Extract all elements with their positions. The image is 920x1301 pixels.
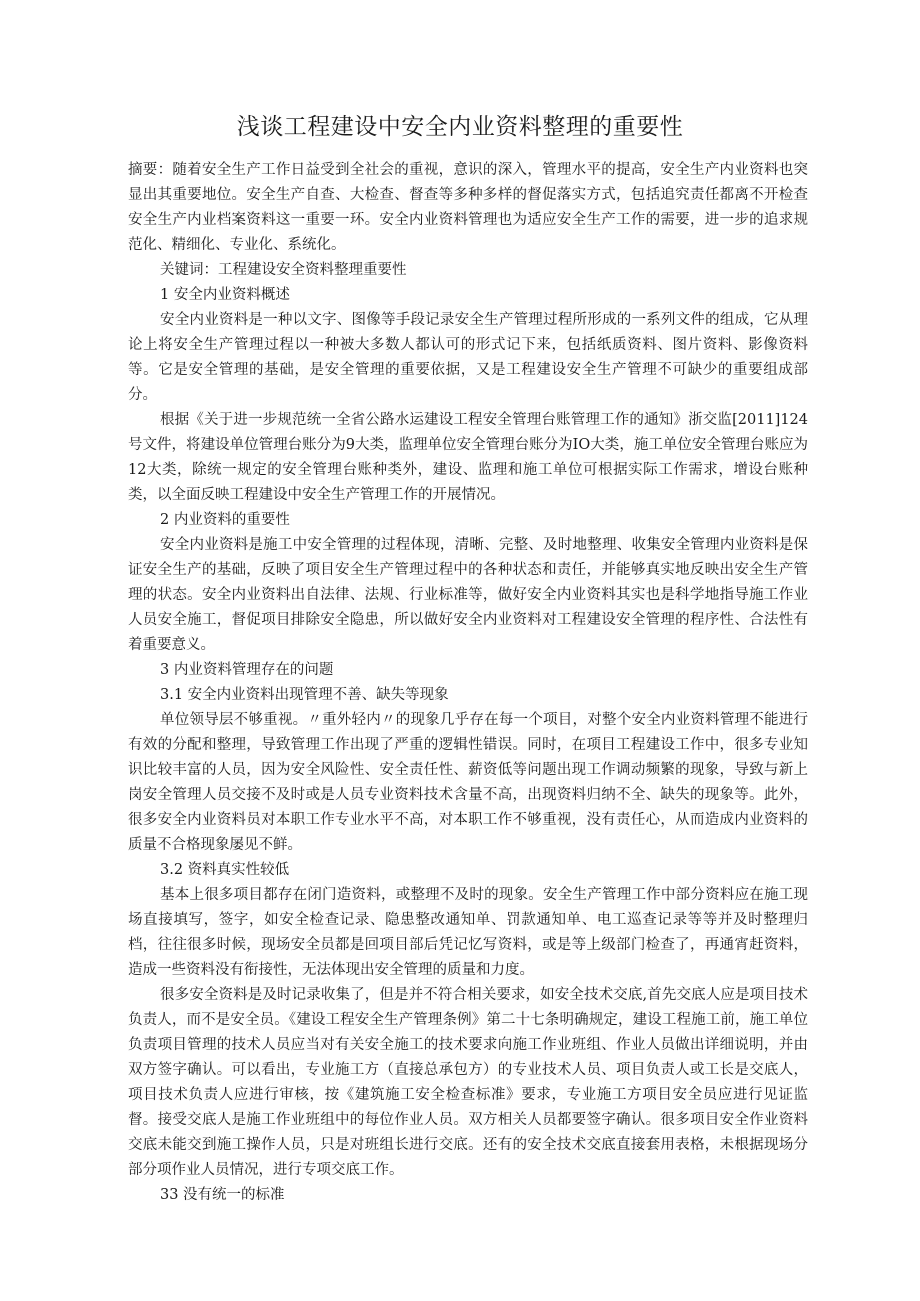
document-body [128, 158, 808, 1208]
section-3-1-paragraph-1: 单位领导层不够重视。〃重外轻内〃的现象几乎存在每一个项目，对整个安全内业资料管理不能进行有效的分配和整理，导致管理工作出现了严重的逻辑性错误。同时，在项目工程建设工作中，很多专业知识比较丰富的人员，因为安全风险性、安全责任性、薪资低等问题出现工作调动频繁的现象，导致与新上岗安全管理人员交接不及时或是人员专业资料技术含量不高，出现资料归纳不全、缺失的现象等。此外，很多安全内业资料员对本职工作专业水平不高，对本职工作不够重视，没有责任心，从而造成内业资料的质量不合格现象屡见不鲜。 [128, 712, 808, 853]
section-1-paragraph-2: 根据《关于进一步规范统一全省公路水运建设工程安全管理台账管理工作的通知》浙交监[2011]124号文件，将建设单位管理台账分为9大类，监理单位安全管理台账分为IO大类，施工单位安全管理台账应为12大类，除统一规定的安全管理台账种类外，建设、监理和施工单位可根据实际工作需求，增设台账种类，以全面反映工程建设中安全生产管理工作的开展情况。 [128, 412, 808, 503]
section-1-paragraph-1: 安全内业资料是一种以文字、图像等手段记录安全生产管理过程所形成的一系列文件的组成，它从理论上将安全生产管理过程以一种被大多数人都认可的形式记下来，包括纸质资料、图片资料、影像资料等。它是安全管理的基础，是安全管理的重要依据，又是工程建设安全生产管理不可缺少的重要组成部分。 [128, 312, 808, 403]
section-3-2-heading: 3.2 资料真实性较低 [160, 862, 290, 878]
keywords-line: 关键词：工程建设安全资料整理重要性 [160, 262, 407, 278]
section-2-paragraph-1: 安全内业资料是施工中安全管理的过程体现，清晰、完整、及时地整理、收集安全管理内业资料是保证安全生产的基础，反映了项目安全生产管理过程中的各种状态和责任，并能够真实地反映出安全生产管理的状态。安全内业资料出自法律、法规、行业标准等，做好安全内业资料其实也是科学地指导施工作业人员安全施工，督促项目排除安全隐患，所以做好安全内业资料对工程建设安全管理的程序性、合法性有着重要意义。 [128, 537, 808, 653]
section-2-heading: 2 内业资料的重要性 [160, 512, 290, 528]
document-title: 浅谈工程建设中安全内业资料整理的重要性 [236, 114, 684, 140]
section-1-heading: 1 安全内业资料概述 [160, 287, 290, 303]
section-3-2-paragraph-2: 很多安全资料是及时记录收集了，但是并不符合相关要求，如安全技术交底,首先交底人应是项目技术负责人，而不是安全员。《建设工程安全生产管理条例》第二十七条明确规定，建设工程施工前，施工单位负责项目管理的技术人员应当对有关安全施工的技术要求向施工作业班组、作业人员做出详细说明，并由双方签字确认。可以看出，专业施工方（直接总承包方）的专业技术人员、项目负责人或工长是交底人，项目技术负责人应进行审核，按《建筑施工安全检查标准》要求，专业施工方项目安全员应进行见证监督。接受交底人是施工作业班组中的每位作业人员。双方相关人员都要签字确认。很多项目安全作业资料交底未能交到施工操作人员，只是对班组长进行交底。还有的安全技术交底直接套用表格，未根据现场分部分项作业人员情况，进行专项交底工作。 [128, 987, 808, 1178]
section-3-heading: 3 内业资料管理存在的问题 [160, 662, 334, 678]
section-3-1-heading: 3.1 安全内业资料出现管理不善、缺失等现象 [160, 687, 449, 703]
abstract-paragraph: 摘要：随着安全生产工作日益受到全社会的重视，意识的深入，管理水平的提高，安全生产内业资料也突显出其重要地位。安全生产自查、大检查、督查等多种多样的督促落实方式，包括追究责任都离不开检查安全生产内业档案资料这一重要一环。安全内业资料管理也为适应安全生产工作的需要，进一步的追求规范化、精细化、专业化、系统化。 [128, 162, 808, 253]
section-3-3-heading: 33 没有统一的标准 [160, 1187, 285, 1203]
section-3-2-paragraph-1: 基本上很多项目都存在闭门造资料，或整理不及时的现象。安全生产管理工作中部分资料应在施工现场直接填写，签字，如安全检查记录、隐患整改通知单、罚款通知单、电工巡查记录等等并及时整理归档，往往很多时候，现场安全员都是回项目部后凭记忆写资料，或是等上级部门检查了，再通宵赶资料，造成一些资料没有衔接性，无法体现出安全管理的质量和力度。 [128, 887, 808, 978]
